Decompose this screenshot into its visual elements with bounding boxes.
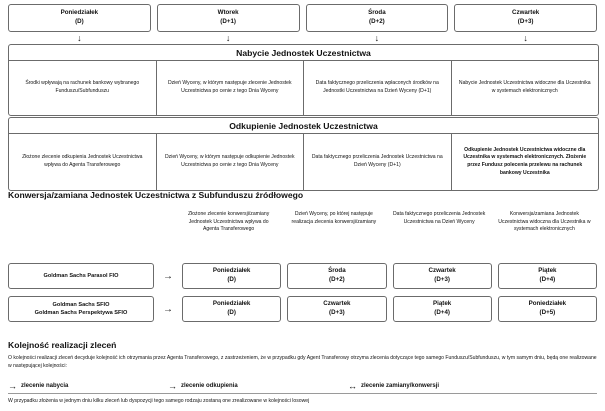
day-name: Poniedziałek (528, 300, 567, 308)
footer-divider (8, 393, 597, 394)
section-cells (9, 134, 598, 190)
day-name: Czwartek (512, 9, 540, 17)
day-box (454, 4, 597, 32)
day-header-row (8, 4, 597, 32)
conversion-note: Data faktycznego przeliczenia Jednostek Uczestnictwa na Dzień Wyceny (392, 211, 486, 225)
fund-label (8, 296, 154, 322)
section-title: Odkupienie Jednostek Uczestnictwa (229, 121, 378, 131)
day-name: Środa (328, 267, 346, 275)
arrow-down-icon: ↓ (523, 33, 528, 43)
fund-label-line1: Goldman Sachs SFIO (52, 301, 110, 308)
conversion-day-box (287, 263, 386, 289)
footer-note: W przypadku złożenia w jednym dniu kilku zleceń lub dyspozycji tego samego rodzaju zostaną one zrealizowane w kolejności losowej (8, 398, 310, 404)
day-offset: (D+3) (517, 18, 534, 25)
conversion-cells (182, 296, 597, 322)
conversion-day-box (393, 296, 492, 322)
day-offset: (D+1) (220, 18, 236, 25)
conversion-row (8, 296, 597, 322)
conversion-note: Dzień Wyceny, po której następuje realizacja zlecenia konwersji/zamiany (291, 211, 377, 225)
day-box (8, 4, 151, 32)
fund-label (8, 263, 154, 289)
day-name: Piątek (538, 267, 557, 275)
conversion-row (8, 263, 597, 289)
down-arrow-row (8, 33, 597, 44)
arrow-down-icon: ↓ (225, 33, 231, 43)
day-name: Czwartek (323, 300, 351, 308)
footer-title: Kolejność realizacji zleceń (8, 340, 117, 350)
section-cell: Środki wpływają na rachunek bankowy wybranego Funduszu/Subfunduszu (25, 80, 140, 94)
conversion-cells (182, 263, 597, 289)
legend-item-odkupienia (168, 381, 348, 391)
section-odkupienie (8, 117, 599, 191)
day-offset: (D) (227, 309, 236, 316)
day-offset: (D) (75, 18, 84, 25)
conversion-day-box (182, 263, 281, 289)
footer-legend (8, 381, 597, 391)
footer-paragraph: O kolejności realizacji zleceń decyduje kolejność ich otrzymania przez Agenta Transferowego, z zastrzeżeniem, że w przypadku gdy Agent Transferowy otrzyma zlecenia dotyczące tego samego Funduszu/Subfunduszu, w tym samym dniu, będą one realizowane w następującej kolejności: (8, 355, 597, 370)
arrow-right-icon: → (163, 270, 173, 282)
arrow-down-icon: ↓ (77, 33, 82, 43)
day-box (306, 4, 449, 32)
arrow-right-icon: → (163, 303, 173, 315)
day-name: Poniedziałek (212, 300, 251, 308)
conversion-title: Konwersja/zamiana Jednostek Uczestnictwa z Subfunduszu źródłowego (8, 190, 304, 200)
day-offset: (D) (227, 276, 236, 283)
legend-label: zlecenie zamiany/konwersji (361, 383, 440, 389)
section-cell: Dzień Wyceny, w którym następuje odkupienie Jednostek Uczestnictwa po cenie z tego Dnia Wyceny (156, 134, 304, 190)
day-name: Poniedziałek (60, 9, 99, 17)
conversion-day-box (393, 263, 492, 289)
section-cell: Data faktycznego przeliczenia wpłaconych środków na Jednostki Uczestnictwa na Dzień Wyceny (D+1) (303, 61, 451, 115)
day-name: Poniedziałek (212, 267, 251, 275)
day-box (157, 4, 300, 32)
day-offset: (D+4) (434, 309, 450, 316)
section-cell: Dzień Wyceny, w którym następuje zlecenie Jednostek Uczestnictwa po cenie z tego Dnia Wyceny (156, 61, 304, 115)
conversion-note: Złożone zlecenie konwersji/zamiany Jednostek Uczestnictwa wpływa do Agenta Transferowego (187, 211, 270, 233)
fund-label-line1: Goldman Sachs Parasol FIO (43, 272, 119, 279)
section-cell: Nabycie Jednostek Uczestnictwa widoczne dla Uczestnika w systemach elektronicznych (451, 61, 599, 115)
arrow-right-icon: → (168, 381, 177, 391)
conversion-day-box (498, 296, 597, 322)
day-name: Czwartek (428, 267, 456, 275)
conversion-day-box (182, 296, 281, 322)
arrow-down-icon: ↓ (374, 33, 380, 43)
day-offset: (D+3) (434, 276, 450, 283)
legend-item-nabycia (8, 381, 168, 391)
section-title: Nabycie Jednostek Uczestnictwa (236, 48, 371, 58)
conversion-day-box (287, 296, 386, 322)
section-cell: Odkupienie Jednostek Uczestnictwa widoczne dla Uczestnika w systemach elektronicznych. Złożenie przez Fundusz polecenia przelewu na rachunek bankowy Uczestnika (451, 134, 599, 190)
arrow-left-right-icon: ↔ (348, 381, 357, 391)
section-nabycie (8, 44, 599, 116)
fund-label-line2: Goldman Sachs Perspektywa SFIO (34, 310, 128, 316)
day-offset: (D+3) (329, 309, 345, 316)
legend-label: zlecenie nabycia (21, 383, 69, 389)
day-name: Piątek (433, 300, 452, 308)
conversion-note: Konwersja/zamiana Jednostek Uczestnictwa widoczna dla Uczestnika w systemach elektronicznych (498, 211, 591, 233)
section-cells (9, 61, 598, 115)
section-cell: Złożone zlecenie odkupienia Jednostek Uczestnictwa wpływa do Agenta Transferowego (22, 154, 143, 168)
day-offset: (D+2) (329, 276, 345, 283)
section-cell: Data faktycznego przeliczenia Jednostek Uczestnictwa na Dzień Wyceny (D+1) (303, 134, 451, 190)
day-name: Środa (368, 9, 386, 17)
day-offset: (D+4) (539, 276, 556, 283)
conversion-notes (8, 211, 597, 234)
day-name: Wtorek (217, 9, 239, 17)
arrow-right-icon: → (8, 381, 17, 391)
conversion-day-box (498, 263, 597, 289)
day-offset: (D+2) (369, 18, 385, 25)
day-offset: (D+5) (539, 309, 556, 316)
legend-label: zlecenie odkupienia (181, 383, 238, 389)
legend-item-zamiany (348, 381, 439, 391)
